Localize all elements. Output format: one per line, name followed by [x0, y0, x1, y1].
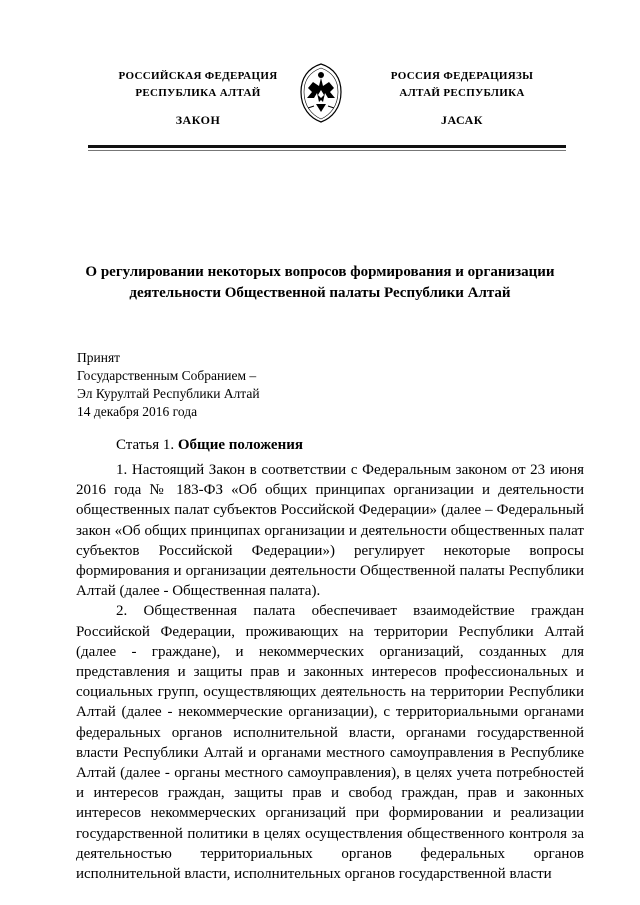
- header-left-country: РОССИЙСКАЯ ФЕДЕРАЦИЯ: [118, 70, 278, 82]
- header-divider-thin: [88, 150, 566, 151]
- header-right-country: РОССИЯ ФЕДЕРАЦИЯЗЫ: [390, 70, 534, 82]
- document-body: [76, 460, 584, 884]
- adoption-date: 14 декабря 2016 года: [77, 404, 198, 419]
- adoption-line-1: Принят: [77, 350, 121, 365]
- header-left-republic: РЕСПУБЛИКА АЛТАЙ: [135, 87, 261, 99]
- document-title: [60, 262, 580, 304]
- article-title: Общие положения: [177, 437, 303, 453]
- coat-of-arms-icon: [296, 62, 346, 124]
- header-right-block: [352, 68, 572, 129]
- header-right-republic: АЛТАЙ РЕСПУБЛИКА: [399, 87, 525, 99]
- article-number: Статья 1.: [116, 437, 178, 453]
- header-right-law-label: JАСАК: [440, 113, 483, 127]
- document-title-line1: О регулировании некоторых вопросов формирования и организации: [85, 264, 555, 280]
- article-heading: [116, 435, 303, 455]
- header-left-law-label: ЗАКОН: [175, 113, 221, 127]
- paragraph-2: 2. Общественная палата обеспечивает взаимодействие граждан Российской Федерации, проживающих на территории Республики Алтай (далее - граждане), и некоммерческих организаций, созданных для представления и защиты прав и законных интересов профессиональных и социальных групп, осуществляющих деятельность на территории Республики Алтай (далее - некоммерческие организации), с территориальными органами федеральных органов исполнительной власти, органами государственной власти Республики Алтай и органами местного самоуправления в Республике Алтай (далее - органы местного самоуправления), в целях учета потребностей и интересов граждан, защиты прав и свобод граждан, прав и законных интересов некоммерческих организаций при формировании и реализации государственной политики в целях осуществления общественного контроля за деятельностью территориальных органов федеральных органов исполнительной власти, исполнительных органов государственной власти: [76, 603, 584, 883]
- adoption-line-2: Государственным Собранием –: [77, 368, 257, 383]
- header-left-block: [88, 68, 308, 129]
- document-title-line2: деятельности Общественной палаты Республики Алтай: [129, 285, 511, 301]
- header-divider-thick: [88, 145, 566, 148]
- adoption-line-3: Эл Курултай Республики Алтай: [77, 386, 260, 401]
- paragraph-1: 1. Настоящий Закон в соответствии с Федеральным законом от 23 июня 2016 года № 183-ФЗ «Об общих принципах организации и деятельности общественных палат субъектов Российской Федерации» (далее – Федеральный закон «Об общих принципах организации и деятельности общественных палат субъектов Российской Федерации») регулирует некоторые вопросы формирования и организации деятельности Общественной палаты Республики Алтай (далее - Общественная палата).: [76, 462, 584, 600]
- adoption-block: [77, 349, 260, 421]
